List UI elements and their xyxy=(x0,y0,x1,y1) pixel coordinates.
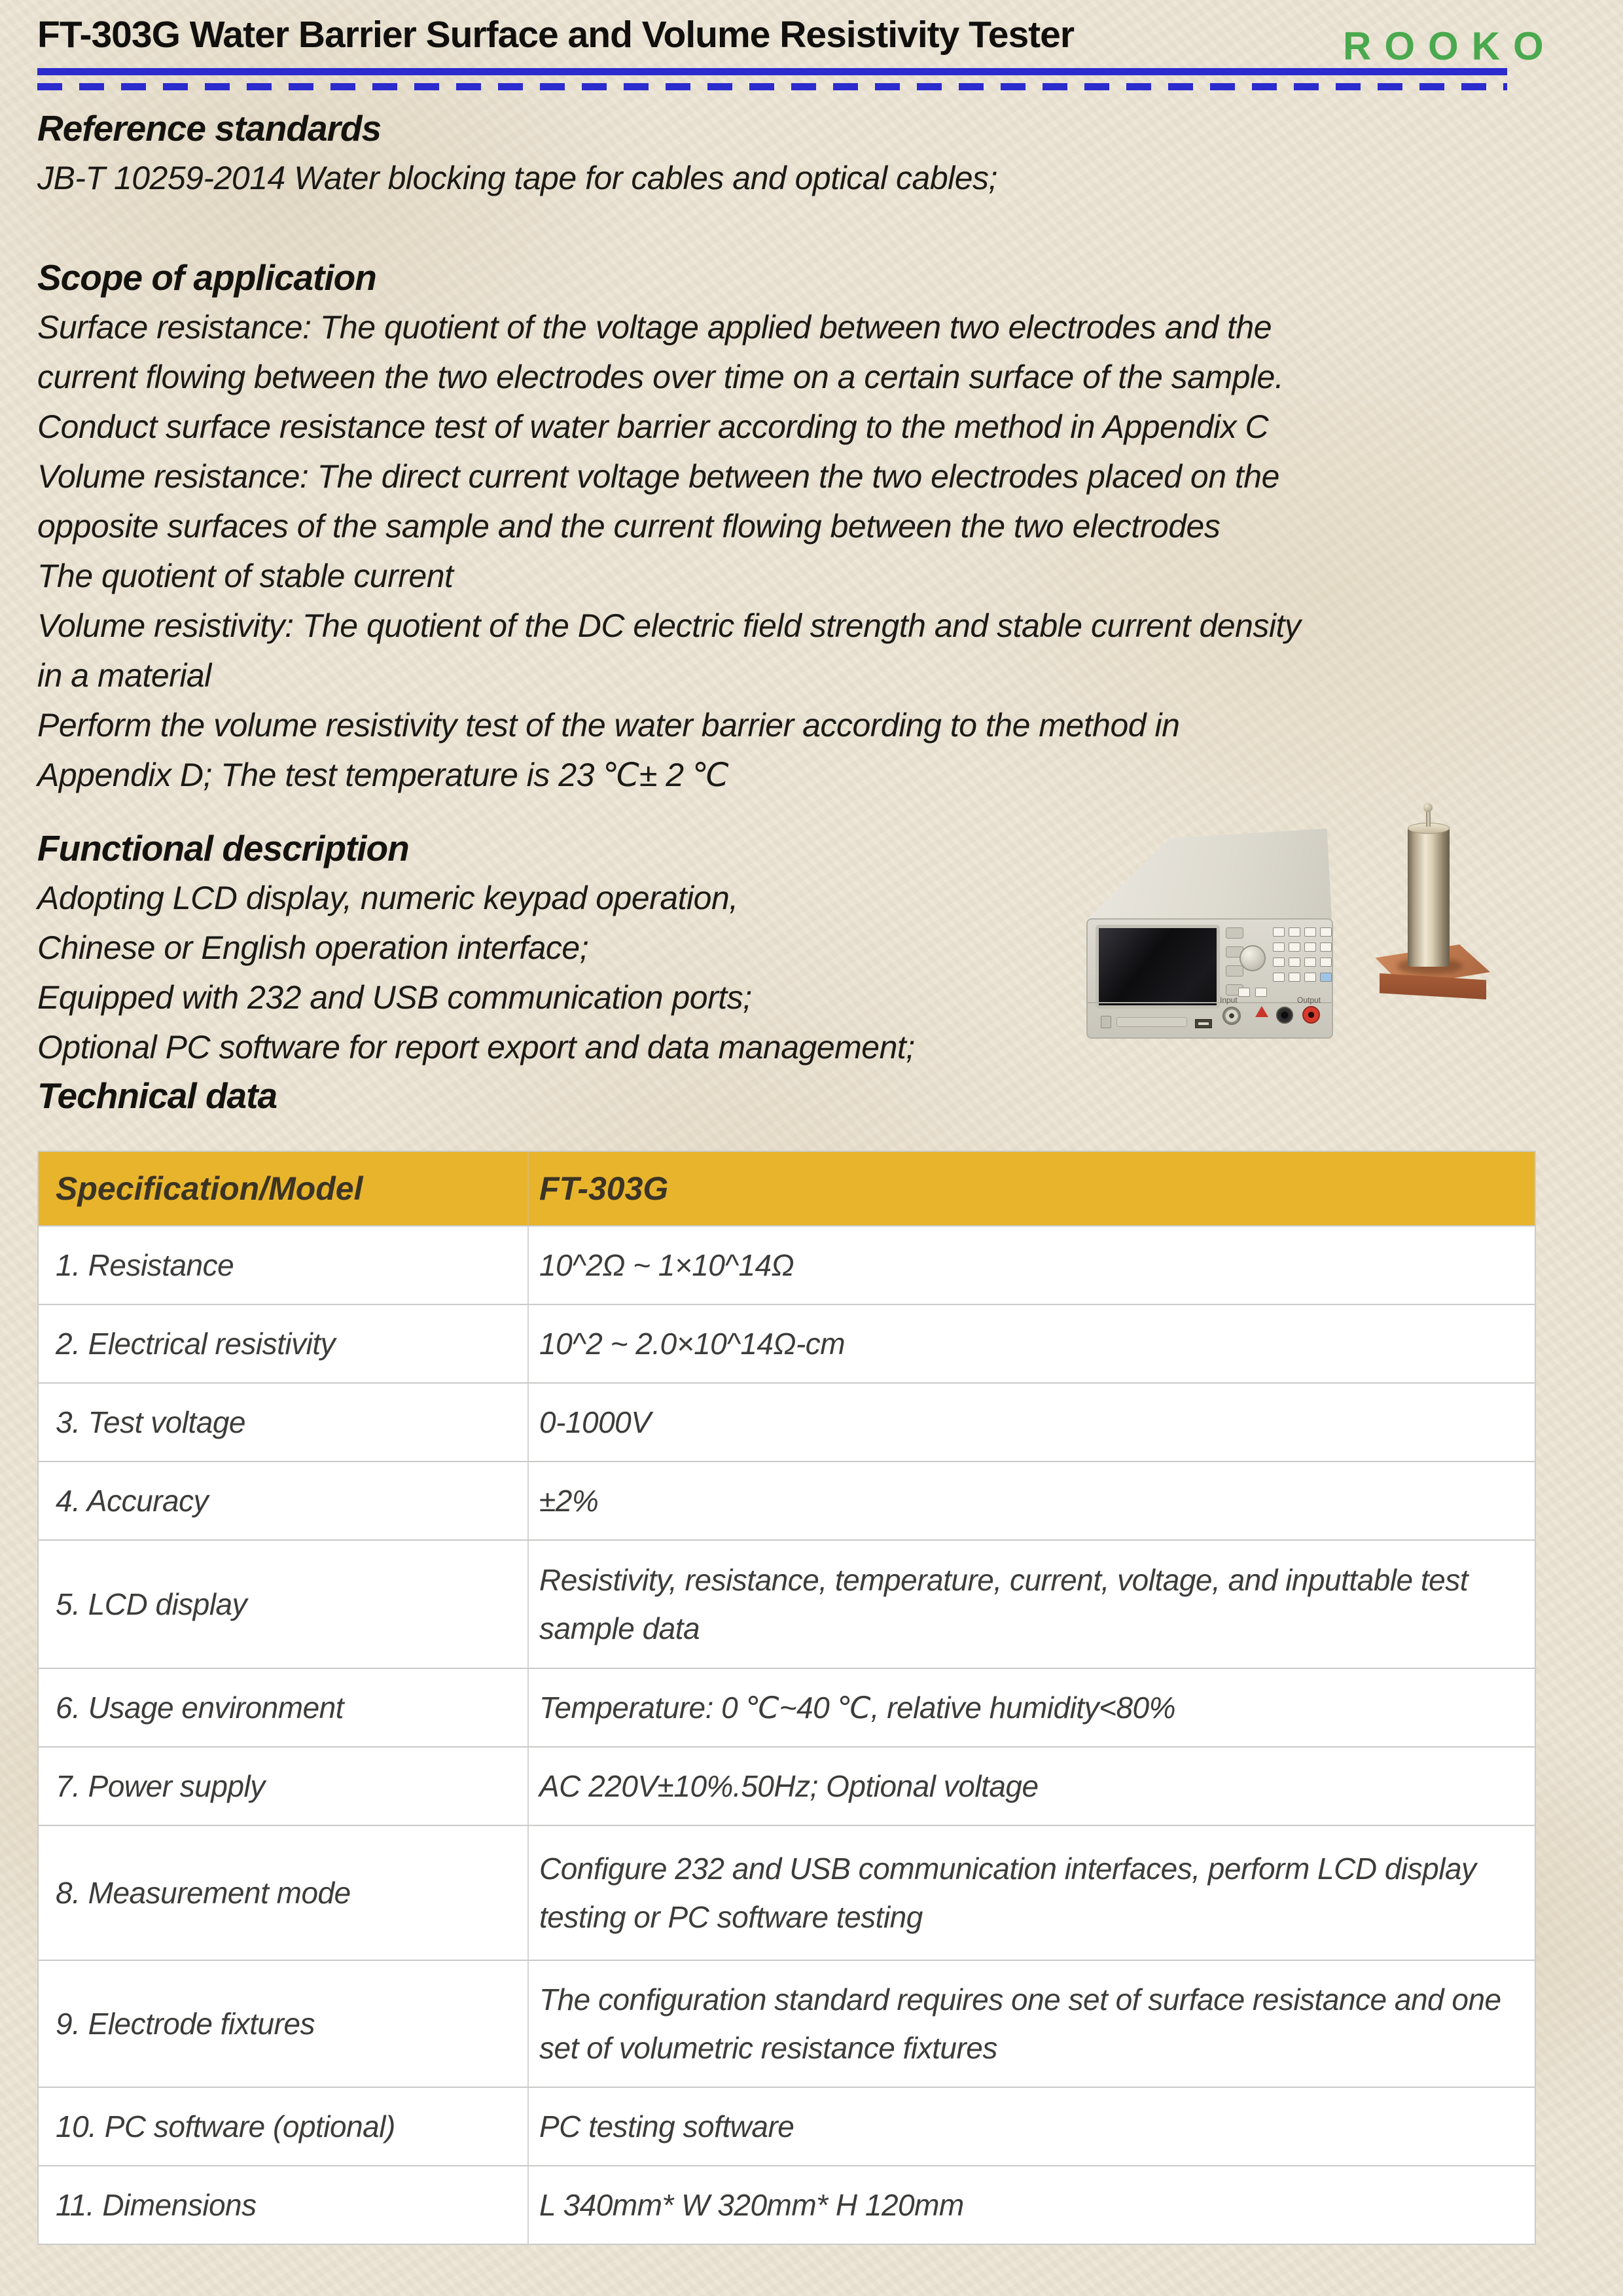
electrode-pin-tip xyxy=(1423,803,1433,812)
section-heading-technical-data: Technical data xyxy=(37,1075,277,1116)
spec-value: AC 220V±10%.50Hz; Optional voltage xyxy=(539,1769,1039,1803)
header-divider-solid xyxy=(37,68,1507,75)
spec-value: The configuration standard requires one set of surface resistance and one set of volumetric resistance fixtures xyxy=(539,1982,1501,2065)
table-row xyxy=(39,1539,1535,1668)
spec-label: 3. Test voltage xyxy=(56,1405,245,1439)
keypad-key xyxy=(1289,958,1300,967)
spec-value: Temperature: 0 ℃~40 ℃, relative humidity<80% xyxy=(539,1691,1176,1725)
electrode-cylinder xyxy=(1408,828,1450,967)
header-divider-dashed xyxy=(37,83,1507,90)
spec-table-header-col1: Specification/Model xyxy=(39,1152,529,1225)
keypad-key xyxy=(1304,958,1316,967)
keypad-key xyxy=(1304,927,1316,937)
product-photo xyxy=(1067,802,1551,1057)
keypad-key xyxy=(1289,973,1300,982)
keypad-key xyxy=(1273,973,1285,982)
spec-value: ±2% xyxy=(539,1484,599,1518)
output-port-label: Output xyxy=(1297,996,1321,1005)
spec-table-header-row xyxy=(39,1152,1535,1225)
scope-line: Surface resistance: The quotient of the voltage applied between two electrodes and the xyxy=(37,309,1272,346)
keypad-key xyxy=(1320,958,1332,967)
functional-text-block xyxy=(37,873,1058,1072)
keypad-key xyxy=(1320,942,1332,952)
keypad-key xyxy=(1273,958,1285,967)
table-row xyxy=(39,2165,1535,2244)
spec-label: 10. PC software (optional) xyxy=(56,2109,395,2144)
section-heading-reference-standards: Reference standards xyxy=(37,108,382,149)
keypad-key xyxy=(1238,988,1250,997)
keypad-key xyxy=(1304,942,1316,952)
black-output-jack xyxy=(1276,1007,1293,1024)
reference-standard-line: JB-T 10259-2014 Water blocking tape for cables and optical cables; xyxy=(37,160,997,196)
table-row xyxy=(39,1960,1535,2087)
spec-value: 10^2 ~ 2.0×10^14Ω-cm xyxy=(539,1327,846,1361)
copper-base-plate-front xyxy=(1380,973,1486,999)
scope-line: opposite surfaces of the sample and the current flowing between the two electrodes xyxy=(37,508,1221,545)
instrument-photo xyxy=(1067,802,1342,1057)
soft-key xyxy=(1226,927,1243,939)
scope-line: Conduct surface resistance test of water barrier according to the method in Appendix C xyxy=(37,408,1269,445)
page-title: FT-303G Water Barrier Surface and Volume Resistivity Tester xyxy=(37,14,1075,56)
keypad-key xyxy=(1273,942,1285,952)
soft-key xyxy=(1226,965,1243,977)
table-row xyxy=(39,1304,1535,1382)
table-row xyxy=(39,2087,1535,2165)
scope-line: Volume resistivity: The quotient of the DC electric field strength and stable current density xyxy=(37,607,1301,644)
power-button xyxy=(1101,1016,1111,1028)
spec-value: Resistivity, resistance, temperature, current, voltage, and inputtable test sample data xyxy=(539,1563,1469,1645)
scope-line: Appendix D; The test temperature is 23 ℃± 2 ℃ xyxy=(37,757,729,793)
section-heading-functional: Functional description xyxy=(37,828,409,869)
red-output-jack xyxy=(1302,1006,1320,1024)
table-row xyxy=(39,1825,1535,1960)
spec-table-header-col2: FT-303G xyxy=(539,1170,669,1207)
spec-value: L 340mm* W 320mm* H 120mm xyxy=(539,2188,964,2222)
section-heading-scope: Scope of application xyxy=(37,257,376,298)
table-row xyxy=(39,1382,1535,1461)
usb-port xyxy=(1195,1019,1212,1028)
instrument-top-lid xyxy=(1086,823,1332,920)
scope-text-block xyxy=(37,302,1543,800)
keypad-key xyxy=(1289,927,1300,937)
spec-value: 10^2Ω ~ 1×10^14Ω xyxy=(539,1248,794,1282)
scope-line: Volume resistance: The direct current voltage between the two electrodes placed on the xyxy=(37,458,1279,495)
input-port-label: Input xyxy=(1220,996,1238,1005)
high-voltage-warning-icon xyxy=(1255,1006,1268,1017)
table-row xyxy=(39,1668,1535,1746)
functional-line: Optional PC software for report export and data management; xyxy=(37,1029,915,1066)
functional-line: Adopting LCD display, numeric keypad operation, xyxy=(37,880,738,916)
keypad-key xyxy=(1304,973,1316,982)
bnc-input-connector xyxy=(1222,1007,1241,1025)
table-row xyxy=(39,1461,1535,1539)
table-row xyxy=(39,1225,1535,1304)
brand-logo: ROOKO xyxy=(1343,24,1557,68)
spec-value: 0-1000V xyxy=(539,1405,651,1439)
spec-label: 4. Accuracy xyxy=(56,1484,209,1518)
spec-value: PC testing software xyxy=(539,2109,794,2144)
keypad-key xyxy=(1320,927,1332,937)
keypad-key xyxy=(1289,942,1300,952)
keypad-key-confirm xyxy=(1320,973,1332,982)
spec-label: 8. Measurement mode xyxy=(56,1876,351,1910)
spec-label: 11. Dimensions xyxy=(56,2188,257,2222)
scope-line: The quotient of stable current xyxy=(37,558,454,594)
rotary-knob xyxy=(1240,945,1266,971)
spec-label: 1. Resistance xyxy=(56,1248,234,1282)
scope-line: Perform the volume resistivity test of the water barrier according to the method in xyxy=(37,707,1180,744)
spec-label: 7. Power supply xyxy=(56,1769,265,1803)
functional-line: Chinese or English operation interface; xyxy=(37,929,589,966)
scope-line: in a material xyxy=(37,657,211,694)
spec-table xyxy=(37,1151,1536,2245)
table-row xyxy=(39,1746,1535,1825)
spec-label: 2. Electrical resistivity xyxy=(56,1327,336,1361)
electrode-fixture-photo xyxy=(1348,802,1551,1057)
panel-divider xyxy=(1088,1002,1332,1003)
spec-label: 5. LCD display xyxy=(56,1587,247,1621)
spec-value: Configure 232 and USB communication interfaces, perform LCD display testing or PC software testing xyxy=(539,1852,1476,1934)
front-recess-slot xyxy=(1116,1017,1187,1027)
lcd-screen xyxy=(1096,925,1220,1009)
keypad-key xyxy=(1255,988,1267,997)
functional-line: Equipped with 232 and USB communication ports; xyxy=(37,979,752,1016)
spec-label: 6. Usage environment xyxy=(56,1691,344,1725)
keypad-key xyxy=(1273,927,1285,937)
spec-label: 9. Electrode fixtures xyxy=(56,2007,315,2041)
scope-line: current flowing between the two electrodes over time on a certain surface of the sample. xyxy=(37,359,1284,395)
